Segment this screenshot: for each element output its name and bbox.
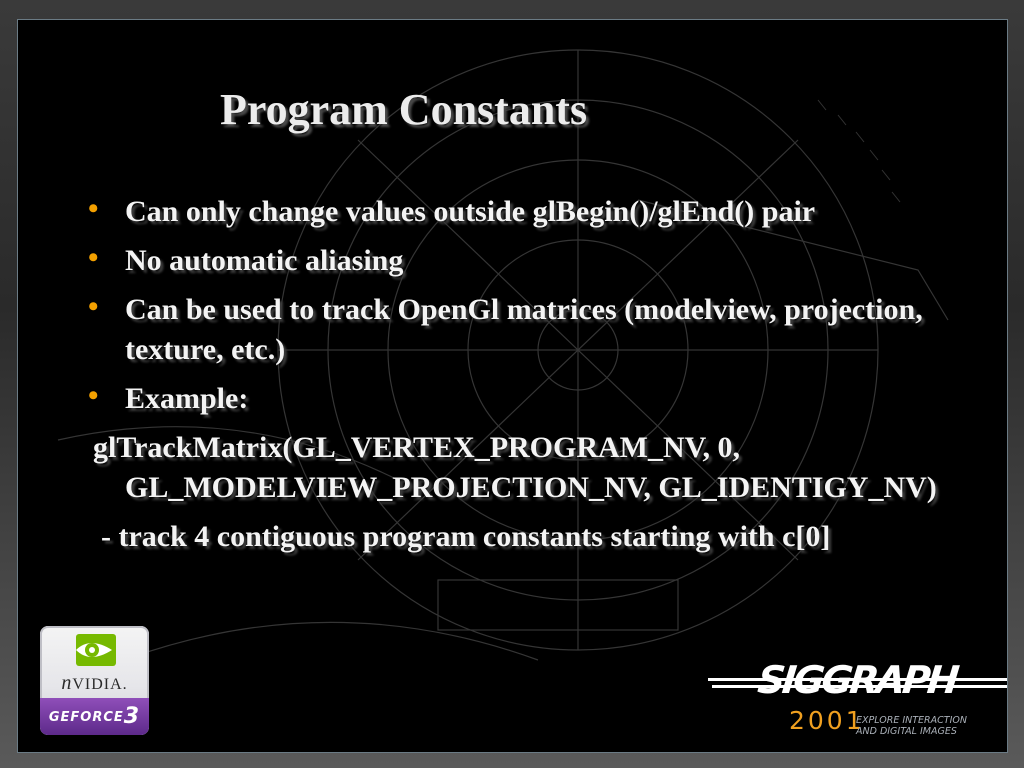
siggraph-year: 2001 [789, 706, 865, 735]
bullet-dot-icon: • [88, 241, 99, 274]
nvidia-wordmark: nVIDIA. [61, 672, 128, 694]
geforce-wordmark: GEFORCE3 [40, 698, 149, 735]
slide-title: Program Constants [220, 85, 588, 134]
code-note: - track 4 contiguous program constants starting with c[0] [101, 520, 831, 553]
bullet-dot-icon: • [88, 290, 99, 323]
slide-body [88, 192, 998, 557]
slide [17, 19, 1008, 753]
nvidia-geforce3-logo [40, 626, 149, 735]
siggraph-wordmark: SIGGRAPH [755, 658, 959, 702]
bullet-text: Can be used to track OpenGl matrices (modelview, projection, texture, etc.) [125, 293, 923, 366]
bullet-dot-icon: • [88, 379, 99, 412]
bullet-item [88, 290, 998, 370]
bullet-item [88, 241, 998, 281]
nvidia-eye-icon [40, 626, 149, 676]
siggraph-2001-logo [708, 658, 998, 742]
bullet-text: Example: [125, 382, 249, 415]
bullet-dot-icon: • [88, 192, 99, 225]
code-example: glTrackMatrix(GL_VERTEX_PROGRAM_NV, 0, GL_MODELVIEW_PROJECTION_NV, GL_IDENTIGY_NV) [93, 431, 937, 504]
bullet-item [88, 379, 998, 419]
bullet-text: Can only change values outside glBegin()/glEnd() pair [125, 195, 816, 228]
bullet-item [88, 192, 998, 232]
bullet-text: No automatic aliasing [125, 244, 404, 277]
siggraph-tagline: EXPLORE INTERACTION AND DIGITAL IMAGES [856, 715, 967, 737]
